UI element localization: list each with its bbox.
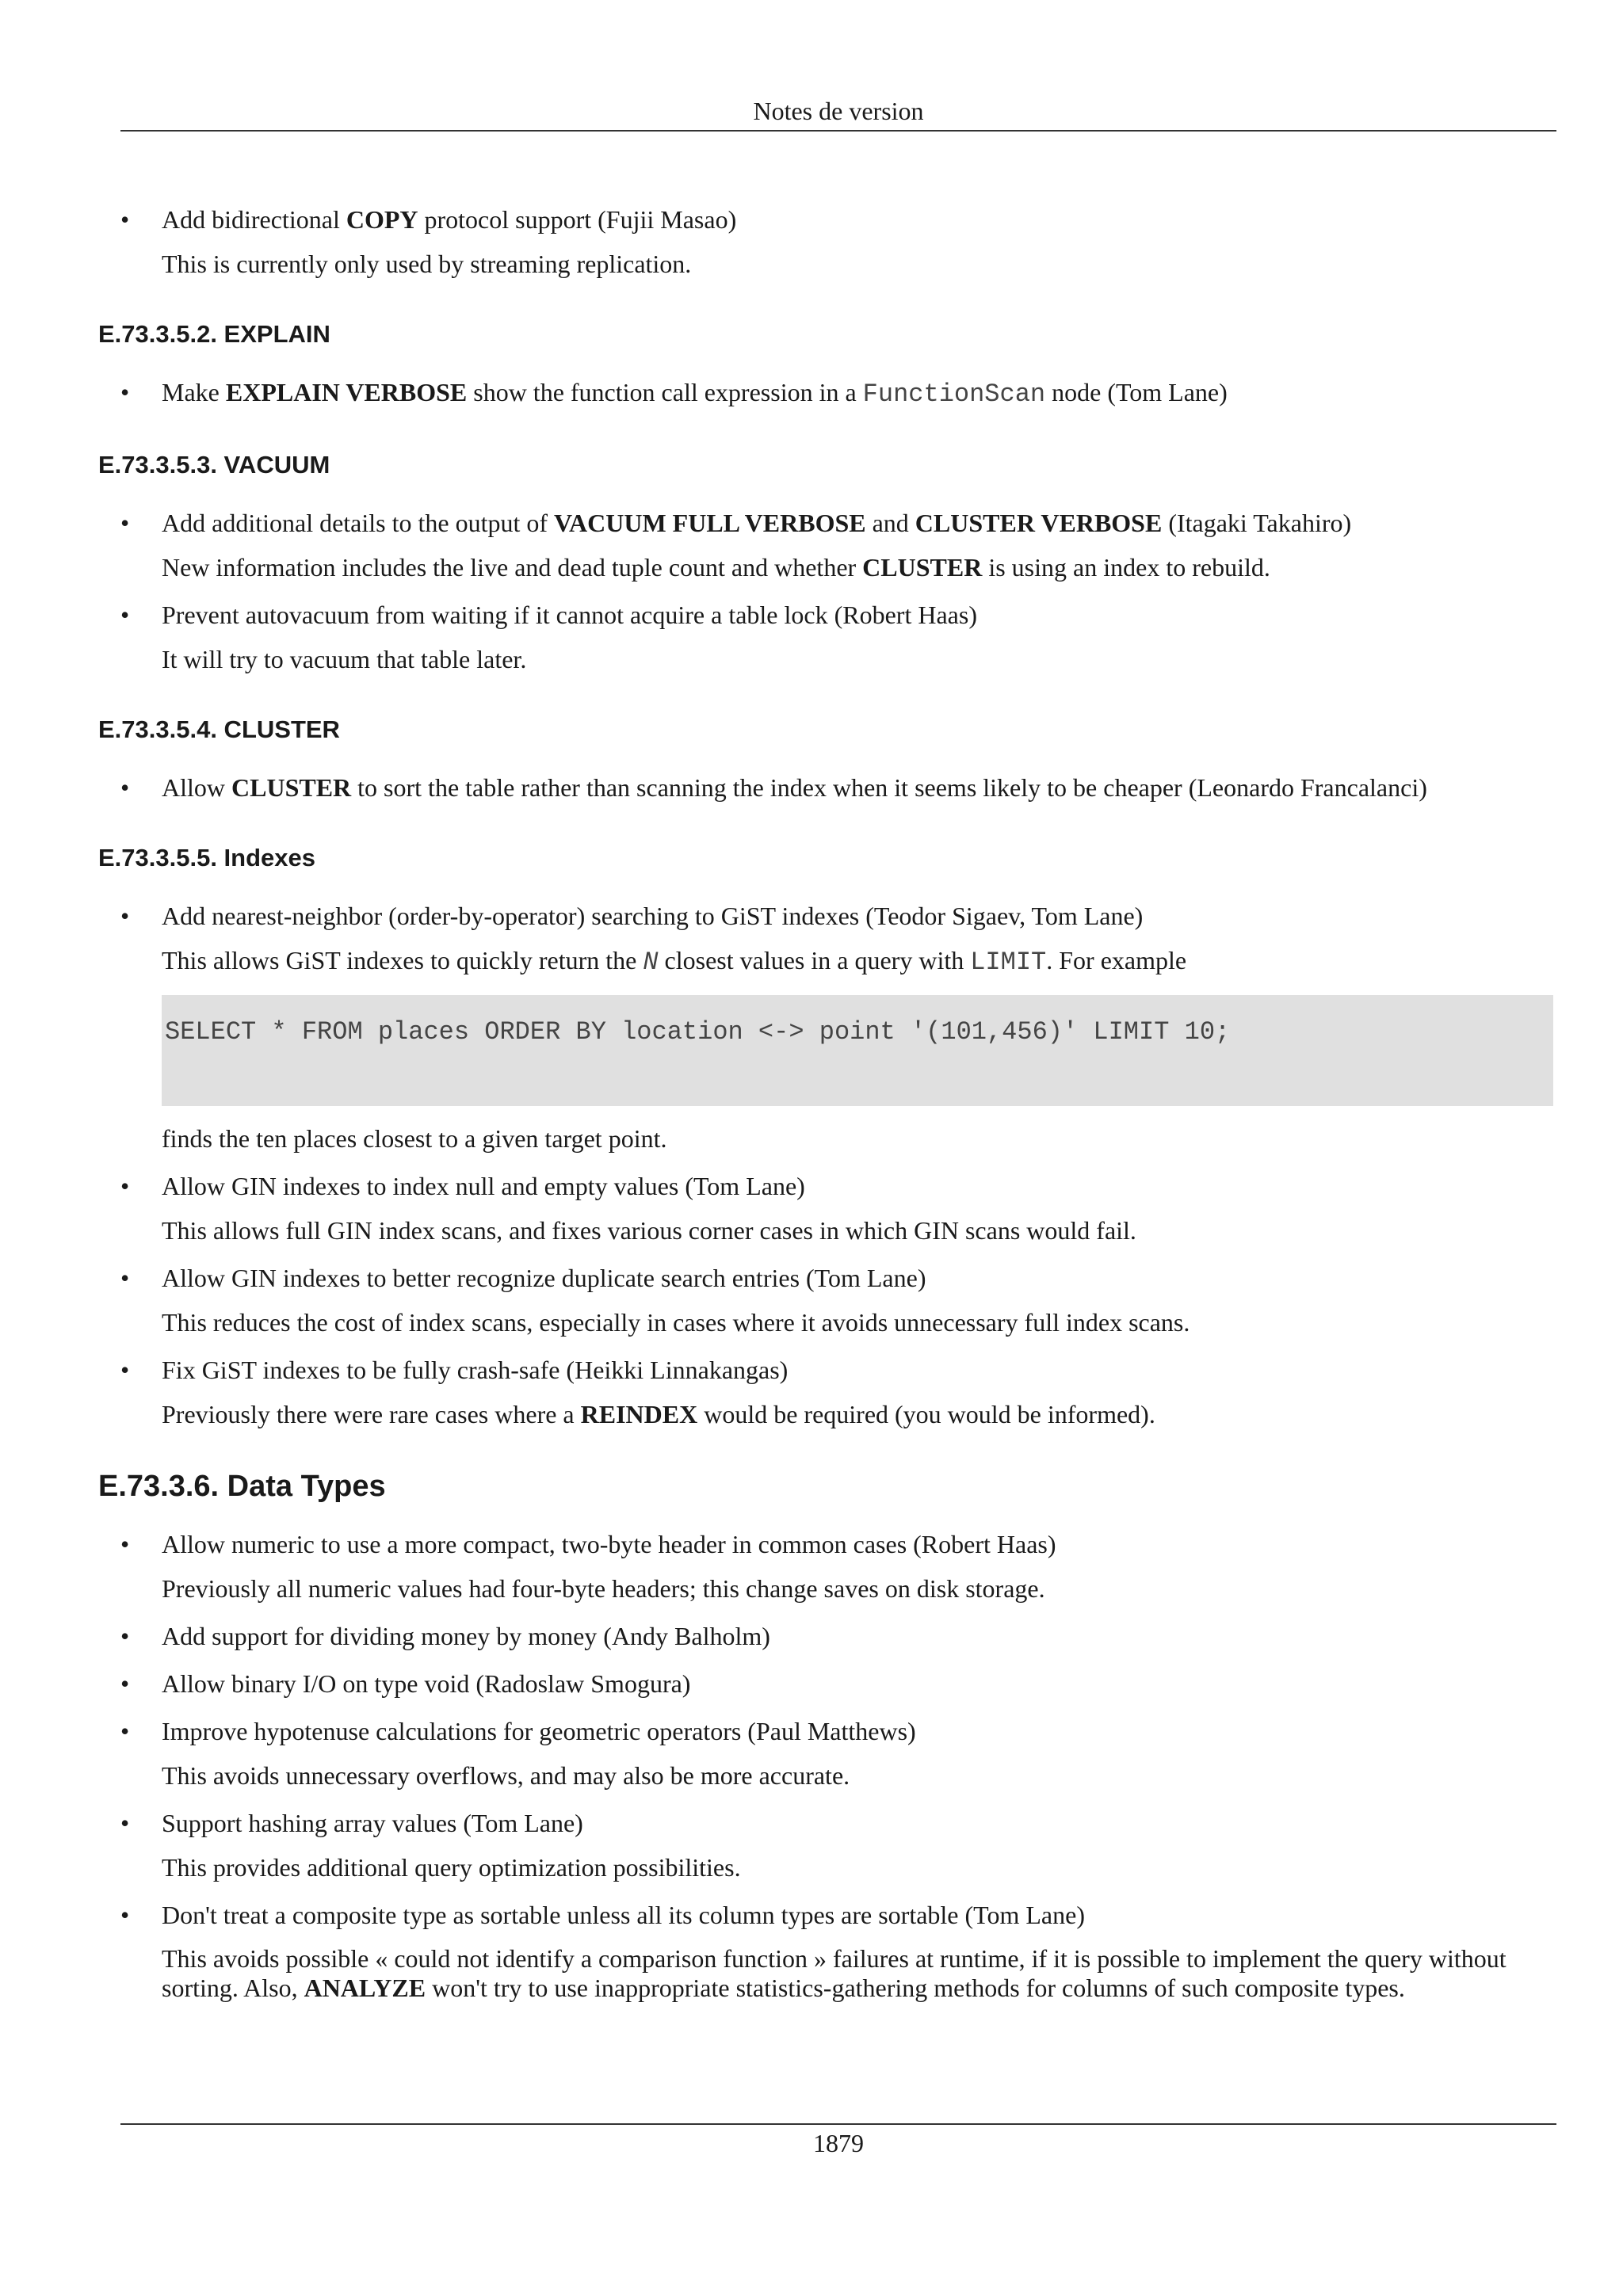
item-desc: This allows GiST indexes to quickly return the N closest values in a query with LIMIT. For example [162, 946, 1187, 977]
bullet: • [120, 378, 130, 406]
bullet: • [120, 1669, 130, 1698]
item-desc: Previously there were rare cases where a REINDEX would be required (you would be informed). [162, 1400, 1155, 1428]
list-item [98, 772, 1556, 803]
bullet: • [120, 1809, 130, 1837]
item-lead: Add support for dividing money by money (Andy Balholm) [162, 1622, 770, 1650]
item-desc: finds the ten places closest to a given target point. [162, 1124, 667, 1153]
list-item [98, 600, 1556, 674]
item-desc: This allows full GIN index scans, and fixes various corner cases in which GIN scans would fail. [162, 1216, 1136, 1245]
bullet: • [120, 1530, 130, 1558]
item-desc: It will try to vacuum that table later. [162, 645, 527, 673]
bullet: • [120, 1622, 130, 1650]
item-lead: Support hashing array values (Tom Lane) [162, 1809, 583, 1837]
list-item [98, 204, 1556, 279]
page-number: 1879 [813, 2129, 864, 2157]
item-lead: Allow binary I/O on type void (Radoslaw Smogura) [162, 1669, 691, 1698]
list-item [98, 1355, 1556, 1429]
item-desc: This avoids possible « could not identify a comparison function » failures at runtime, if it is possible to implement the query without sorting. Also, ANALYZE won't try to use inappropriate statistics-gathering methods for columns of such composite types. [162, 1944, 1507, 2002]
list-item [98, 1900, 1556, 2003]
inline-code: FunctionScan [862, 379, 1046, 409]
list-item [98, 1716, 1556, 1791]
item-lead: Allow numeric to use a more compact, two-byte header in common cases (Robert Haas) [162, 1530, 1056, 1558]
inline-code: N [643, 948, 659, 977]
bullet: • [120, 1901, 130, 1929]
section-heading: E.73.3.5.5. Indexes [98, 844, 316, 871]
item-lead: Add additional details to the output of VACUUM FULL VERBOSE and CLUSTER VERBOSE (Itagaki Takahiro) [162, 509, 1352, 537]
item-desc: This reduces the cost of index scans, especially in cases where it avoids unnecessary full index scans. [162, 1308, 1190, 1337]
bullet: • [120, 1356, 130, 1384]
bullet: • [120, 1717, 130, 1745]
list-item [98, 901, 1556, 1154]
item-lead: Allow CLUSTER to sort the table rather than scanning the index when it seems likely to be cheaper (Leonardo Francalanci) [162, 773, 1427, 802]
bullet: • [120, 902, 130, 930]
section-heading: E.73.3.5.3. VACUUM [98, 451, 330, 479]
page-header [120, 93, 1556, 132]
item-desc: This avoids unnecessary overflows, and may also be more accurate. [162, 1761, 850, 1790]
item-desc: This provides additional query optimization possibilities. [162, 1853, 741, 1882]
section-heading: E.73.3.5.2. EXPLAIN [98, 320, 330, 348]
list-item [98, 1529, 1556, 1604]
item-lead: Don't treat a composite type as sortable unless all its column types are sortable (Tom Lane) [162, 1901, 1085, 1929]
item-desc: Previously all numeric values had four-byte headers; this change saves on disk storage. [162, 1574, 1045, 1603]
section-heading: E.73.3.5.4. CLUSTER [98, 715, 340, 743]
inline-code: LIMIT [970, 948, 1047, 977]
bullet: • [120, 1264, 130, 1292]
list-item [98, 1171, 1556, 1245]
bullet: • [120, 773, 130, 802]
section-heading: E.73.3.6. Data Types [98, 1470, 386, 1503]
item-lead: Allow GIN indexes to better recognize duplicate search entries (Tom Lane) [162, 1264, 926, 1292]
item-lead: Prevent autovacuum from waiting if it cannot acquire a table lock (Robert Haas) [162, 601, 977, 629]
item-lead: Make EXPLAIN VERBOSE show the function call expression in a FunctionScan node (Tom Lane) [162, 378, 1228, 409]
page-content [98, 204, 1556, 2020]
list-item [98, 508, 1556, 582]
list-item [98, 1263, 1556, 1337]
item-lead: Add nearest-neighbor (order-by-operator) searching to GiST indexes (Teodor Sigaev, Tom Lane) [162, 902, 1144, 930]
bullet: • [120, 1172, 130, 1200]
item-lead: Add bidirectional COPY protocol support (Fujii Masao) [162, 205, 737, 234]
item-lead: Allow GIN indexes to index null and empty values (Tom Lane) [162, 1172, 805, 1200]
list-item [98, 377, 1556, 410]
item-lead: Improve hypotenuse calculations for geometric operators (Paul Matthews) [162, 1717, 916, 1745]
list-item [98, 1808, 1556, 1882]
bullet: • [120, 205, 130, 234]
header-title: Notes de version [753, 97, 924, 125]
item-desc: New information includes the live and dead tuple count and whether CLUSTER is using an index to rebuild. [162, 553, 1270, 582]
item-lead: Fix GiST indexes to be fully crash-safe (Heikki Linnakangas) [162, 1356, 789, 1384]
code-block: SELECT * FROM places ORDER BY location <-> point '(101,456)' LIMIT 10; [162, 995, 1553, 1106]
page-footer [120, 2123, 1556, 2160]
list-item [98, 1621, 1556, 1651]
bullet: • [120, 509, 130, 537]
item-desc: This is currently only used by streaming replication. [162, 250, 692, 278]
bullet: • [120, 601, 130, 629]
list-item [98, 1669, 1556, 1699]
